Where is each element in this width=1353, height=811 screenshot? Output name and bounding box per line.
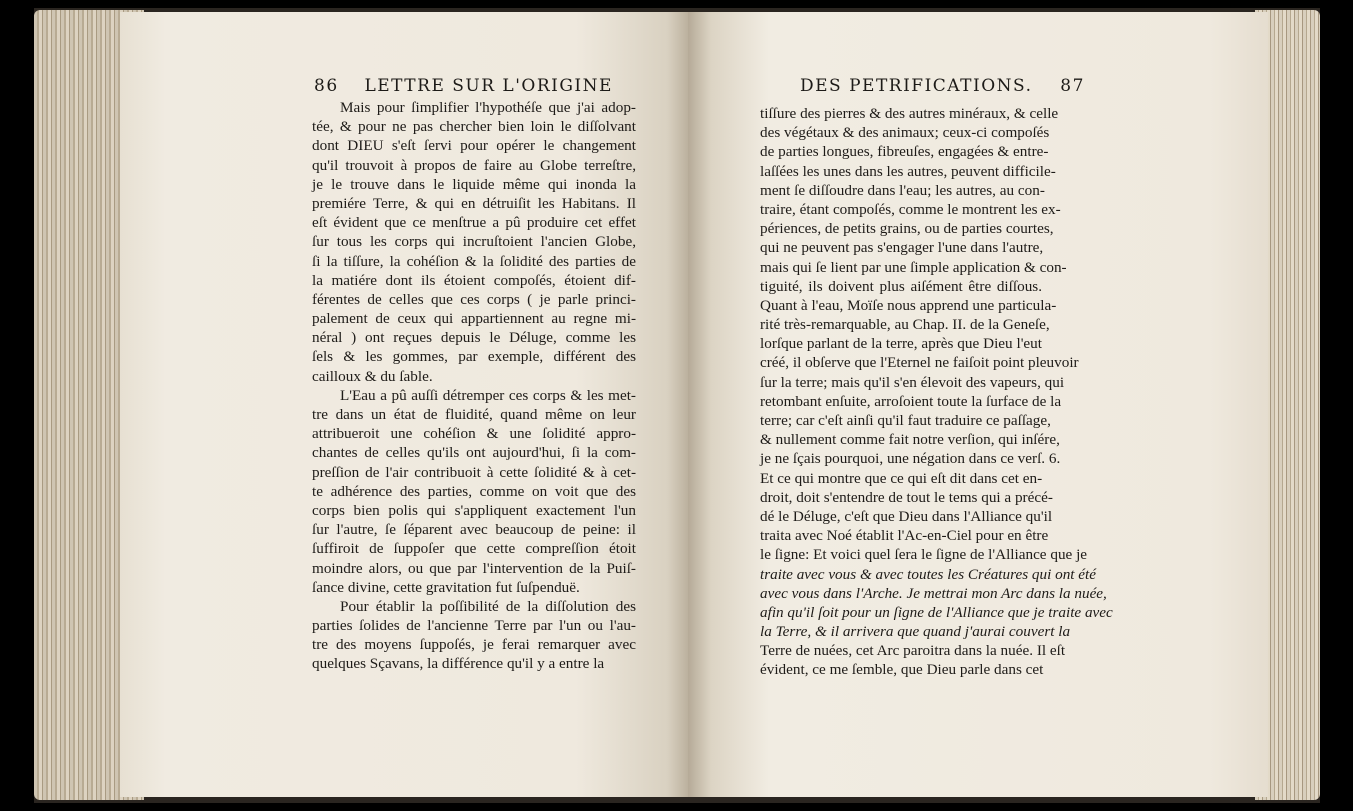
text-line: corps bien polis qui s'appliquent exactement l'un [312,501,636,519]
text-line: Terre de nuées, cet Arc paroitra dans la nuée. Il eſt [760,642,1066,660]
text-line: moindre alors, ou que par l'intervention de la Puiſ- [312,559,636,577]
text-line: ſi la tiſſure, la cohéſion & la ſolidité des parties de [312,252,636,270]
text-line: Mais pour ſimplifier l'hypothéſe que j'ai adop- [340,99,636,116]
text-line: je ne ſçais pourquoi, une négation dans ce verſ. 6. [760,450,1061,468]
text-line: néral ) ont reçues depuis le Déluge, comme les [312,329,636,347]
text-line: ſur la terre; mais qu'il s'en élevoit des vapeurs, qui [760,373,1065,391]
right-page-number: 87 [1060,76,1085,96]
text-line: terre; car c'eſt ainſi qu'il faut traduire ce paſſage, [760,412,1051,429]
text-line: tre des moyens ſuppoſés, je ferai remarquer avec [312,636,636,654]
text-line: traita avec Noé établit l'Ac-en-Ciel pour en être [760,527,1049,545]
text-line: ſance divine, cette gravitation fut ſuſpenduë. [312,578,580,596]
text-line: attribueroit une cohéſion & une ſolidité appro- [312,425,636,443]
text-line: mais qui ſe lient par une ſimple application & con- [760,258,1067,276]
text-line: le ſigne: Et voici quel ſera le ſigne de l'Alliance que je [760,546,1088,564]
text-line: tiſſure des pierres & des autres minéraux, & celle [760,105,1059,122]
text-line: te adhérence des parties, comme on voit que des [312,482,636,500]
text-line: Et ce qui montre que ce qui eſt dit dans cet en- [760,469,1043,487]
text-line: ſels & les gommes, par exemple, différent des [312,348,636,366]
text-line: qui ne peuvent pas s'engager l'une dans l'autre, [760,239,1044,257]
text-line: Pour établir la poſſibilité de la diſſolution des [340,597,636,615]
text-line: eſt évident que ce menſtrue a pû produire cet effet [312,214,636,232]
text-line: droit, doit s'entendre de tout le tems qui a précé- [760,488,1053,506]
text-line: parties ſolides de l'ancienne Terre par l'un ou l'au- [312,617,636,635]
text-line: ſur l'autre, ſe ſéparent avec beaucoup de peine: il [312,521,636,539]
text-line: dé le Déluge, c'eſt que Dieu dans l'Alliance qu'il [760,507,1053,525]
left-running-head: LETTRE SUR L'ORIGINE [364,76,613,96]
text-line: laſſées les unes dans les autres, peuvent difficile- [760,162,1056,180]
right-page-header [800,76,1085,96]
text-line: Quant à l'eau, Moïſe nous apprend une particula- [760,296,1057,314]
text-line: & nullement comme fait notre verſion, qui inſére, [760,431,1060,449]
text-line: preſſion de l'air contribuoit à cette ſolidité & à cet- [312,463,636,481]
left-page-header [314,76,613,96]
text-line: premiére Terre, & qui en détruiſit les Habitans. Il [312,194,636,212]
text-line: la Terre, & il arrivera que quand j'aurai couvert la [760,623,1071,641]
text-line: je le trouve dans le liquide même qui inonda la [312,175,636,193]
text-line: dont DIEU s'eſt ſervi pour opérer le changement [312,137,636,155]
right-running-head: DES PETRIFICATIONS. [800,76,1033,96]
left-page-number: 86 [314,76,339,96]
text-line: tre dans un état de fluidité, quand même on leur [312,406,636,423]
text-line: ſur tous les corps qui incruſtoient l'ancien Globe, [312,233,636,251]
text-line: qu'il trouvoit à propos de faire au Globe terreſtre, [312,156,636,174]
text-line: afin qu'il ſoit pour un ſigne de l'Alliance que je traite avec [760,603,1113,621]
text-line: traite avec vous & avec toutes les Créatures qui ont été [760,565,1097,583]
text-line: créé, il obſerve que l'Eternel ne faiſoit point pleuvoir [760,354,1079,372]
text-line: périences, de petits grains, ou de parties courtes, [760,220,1054,238]
text-line: de parties longues, fibreuſes, engagées & entre- [760,143,1049,161]
text-line: cailloux & du ſable. [312,367,433,385]
text-line: la matiére dont ils étoient compoſés, étoient dif- [312,271,636,289]
text-line: L'Eau a pû auſſi détremper ces corps & les met- [340,386,636,404]
text-line: chantes de celles qu'ils ont aujourd'hui, ſi la com- [312,444,636,462]
text-line: tiguité, ils doivent plus aiſément être diſſous. [760,277,1042,295]
text-line: ment ſe diſſoudre dans l'eau; les autres, au con- [760,181,1045,199]
text-line: palement de ceux qui appartiennent au regne mi- [312,310,636,328]
text-line: évident, ce me ſemble, que Dieu parle dans cet [760,661,1044,679]
text-line: tée, & pour ne pas chercher bien loin le diſſolvant [312,118,636,136]
text-line: lorſque parlant de la terre, après que Dieu l'eut [760,335,1042,353]
text-line: ſuffiroit de ſuppoſer que cette compreſſion étoit [312,540,636,558]
text-line: retombant enſuite, arroſoient toute la ſurface de la [760,392,1062,410]
text-line: férentes de celles que ces corps ( je parle princi- [312,290,636,308]
text-line: des végétaux & des animaux; ceux-ci compoſés [760,124,1050,142]
text-line: quelques Sçavans, la différence qu'il y a entre la [312,655,605,673]
text-line: avec vous dans l'Arche. Je mettrai mon Arc dans la nuée, [760,584,1107,602]
text-line: traire, étant compoſés, comme le montrent les ex- [760,200,1061,218]
right-page-text [760,104,1113,680]
left-page-text [312,98,636,674]
text-line: rité très-remarquable, au Chap. II. de la Geneſe, [760,316,1050,334]
